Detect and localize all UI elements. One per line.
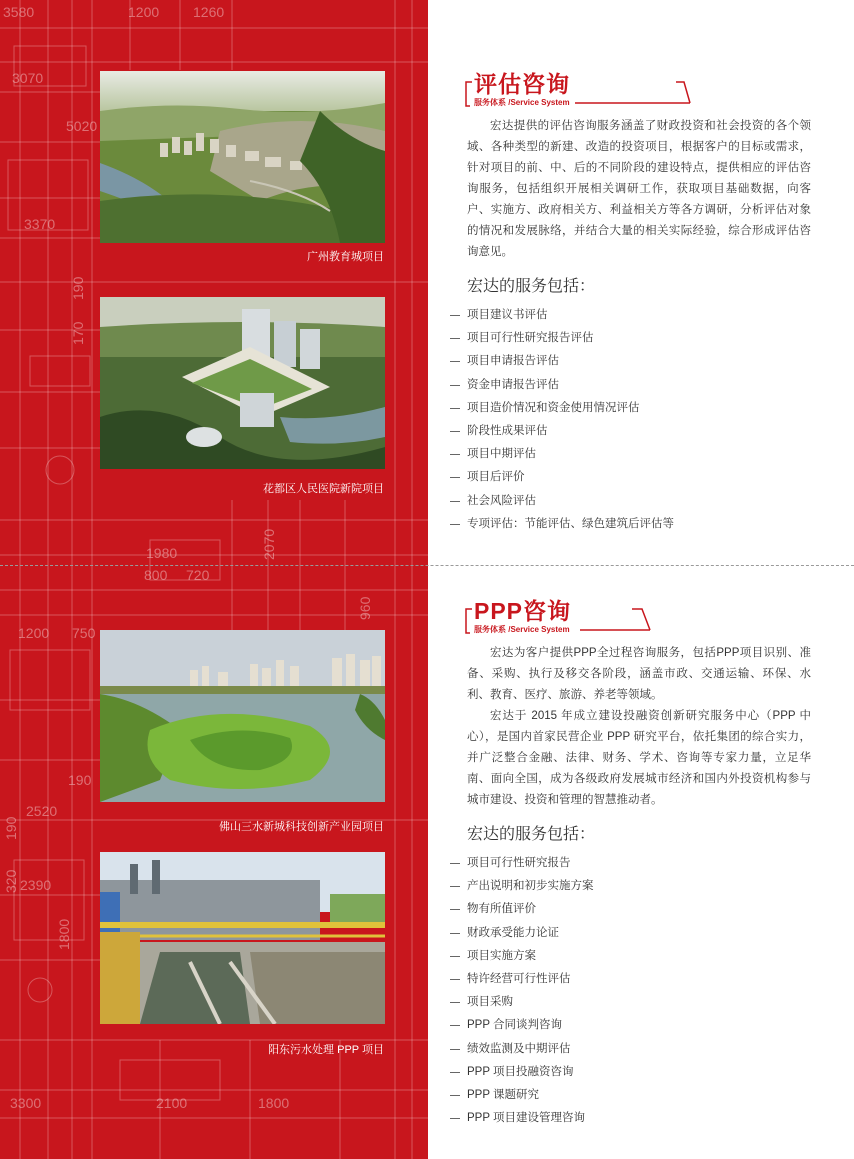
blueprint-number: 750 bbox=[72, 625, 96, 641]
list-item: 项目实施方案 bbox=[440, 945, 830, 968]
section-assessment-consulting bbox=[440, 70, 830, 536]
section-paragraph: 宏达为客户提供PPP全过程咨询服务，包括PPP项目识别、准备、采购、执行及移交各阶段，涵盖市政、交通运输、环保、水利、教育、医疗、旅游、养老等领域。 bbox=[467, 647, 811, 701]
blueprint-number: 190 bbox=[68, 772, 92, 788]
blueprint-number: 800 bbox=[144, 567, 168, 583]
section-paragraph: 宏达于 2015 年成立建设投融资创新研究服务中心（PPP 中心），是国内首家民营企业 PPP 研究平台，依托集团的综合实力，并广泛整合金融、法律、财务、学术、咨询等专家力量，立足华南、面向全国，成为各级政府发展城市经济和国内外投资机构参与城市建设、投资和管理的智慧推动者。 bbox=[467, 710, 811, 806]
list-item: 资金申请报告评估 bbox=[440, 374, 830, 397]
section-paragraph: 宏达提供的评估咨询服务涵盖了财政投资和社会投资的各个领域、各种类型的新建、改造的投资项目，根据客户的目标或需求，针对项目的前、中、后的不同阶段的建设特点，提供相应的评估咨询服务，包括组织开展相关调研工作，获取项目基础数据，向客户、实施方、政府相关方、利益相关方等各方调研，分析评估对象的情况和发展脉络，并结合大量的相关实际经验，综合形成评估咨询意见。 bbox=[467, 120, 811, 258]
section-subtitle: 服务体系 /Service System bbox=[474, 98, 570, 107]
blueprint-number: 2100 bbox=[156, 1095, 188, 1111]
section-title: PPP咨询 bbox=[474, 598, 572, 624]
services-heading: 宏达的服务包括： bbox=[467, 826, 596, 843]
list-item: 财政承受能力论证 bbox=[440, 922, 830, 945]
photo-caption: 花都区人民医院新院项目 bbox=[263, 483, 384, 495]
blueprint-number: 3580 bbox=[3, 4, 35, 20]
section-divider bbox=[0, 565, 854, 566]
photo-caption: 阳东污水处理 PPP 项目 bbox=[268, 1044, 384, 1056]
section-title: 评估咨询 bbox=[474, 71, 570, 97]
blueprint-number: 5020 bbox=[66, 118, 98, 134]
blueprint-number: 1800 bbox=[56, 918, 72, 950]
blueprint-number: 2390 bbox=[20, 877, 52, 893]
list-item: PPP 项目建设管理咨询 bbox=[440, 1107, 830, 1130]
list-item: 专项评估：节能评估、绿色建筑后评估等 bbox=[440, 513, 830, 536]
list-item: 项目后评价 bbox=[440, 466, 830, 489]
blueprint-number: 190 bbox=[70, 276, 86, 300]
blueprint-number: 720 bbox=[186, 567, 210, 583]
blueprint-number: 1200 bbox=[128, 4, 160, 20]
list-item: 项目采购 bbox=[440, 991, 830, 1014]
blueprint-number: 320 bbox=[3, 869, 19, 893]
section-header bbox=[440, 70, 830, 116]
photo-caption: 广州教育城项目 bbox=[307, 251, 384, 263]
blueprint-number: 1980 bbox=[146, 545, 178, 561]
list-item: 产出说明和初步实施方案 bbox=[440, 875, 830, 898]
list-item: 绩效监测及中期评估 bbox=[440, 1038, 830, 1061]
section-subtitle: 服务体系 /Service System bbox=[474, 625, 570, 634]
blueprint-number: 2070 bbox=[261, 528, 277, 560]
list-item: 项目中期评估 bbox=[440, 443, 830, 466]
blueprint-number: 2520 bbox=[26, 803, 58, 819]
blueprint-number: 1260 bbox=[193, 4, 225, 20]
list-item: 物有所值评价 bbox=[440, 898, 830, 921]
blueprint-number: 3300 bbox=[10, 1095, 42, 1111]
list-item: 项目造价情况和资金使用情况评估 bbox=[440, 397, 830, 420]
photo-caption: 佛山三水新城科技创新产业园项目 bbox=[219, 821, 384, 833]
list-item: 社会风险评估 bbox=[440, 490, 830, 513]
blueprint-number: 3370 bbox=[24, 216, 56, 232]
blueprint-number: 170 bbox=[70, 321, 86, 345]
aerial-city-photo bbox=[100, 71, 385, 243]
list-item: 项目建议书评估 bbox=[440, 304, 830, 327]
list-item: 项目可行性研究报告评估 bbox=[440, 327, 830, 350]
list-item: 阶段性成果评估 bbox=[440, 420, 830, 443]
section-ppp-consulting bbox=[440, 597, 830, 1130]
blueprint-number: 1200 bbox=[18, 625, 50, 641]
services-heading: 宏达的服务包括： bbox=[467, 278, 596, 295]
river-island-photo bbox=[100, 630, 385, 802]
section-header bbox=[440, 597, 830, 643]
blueprint-number: 3070 bbox=[12, 70, 44, 86]
blueprint-number: 1800 bbox=[258, 1095, 290, 1111]
water-treatment-photo bbox=[100, 852, 385, 1024]
services-list bbox=[440, 852, 830, 1130]
list-item: 项目申请报告评估 bbox=[440, 350, 830, 373]
blueprint-number: 960 bbox=[357, 596, 373, 620]
hospital-rendering-photo bbox=[100, 297, 385, 469]
list-item: PPP 合同谈判咨询 bbox=[440, 1014, 830, 1037]
blueprint-number: 190 bbox=[3, 816, 19, 840]
list-item: 特许经营可行性评估 bbox=[440, 968, 830, 991]
list-item: 项目可行性研究报告 bbox=[440, 852, 830, 875]
list-item: PPP 课题研究 bbox=[440, 1084, 830, 1107]
list-item: PPP 项目投融资咨询 bbox=[440, 1061, 830, 1084]
services-list bbox=[440, 304, 830, 536]
